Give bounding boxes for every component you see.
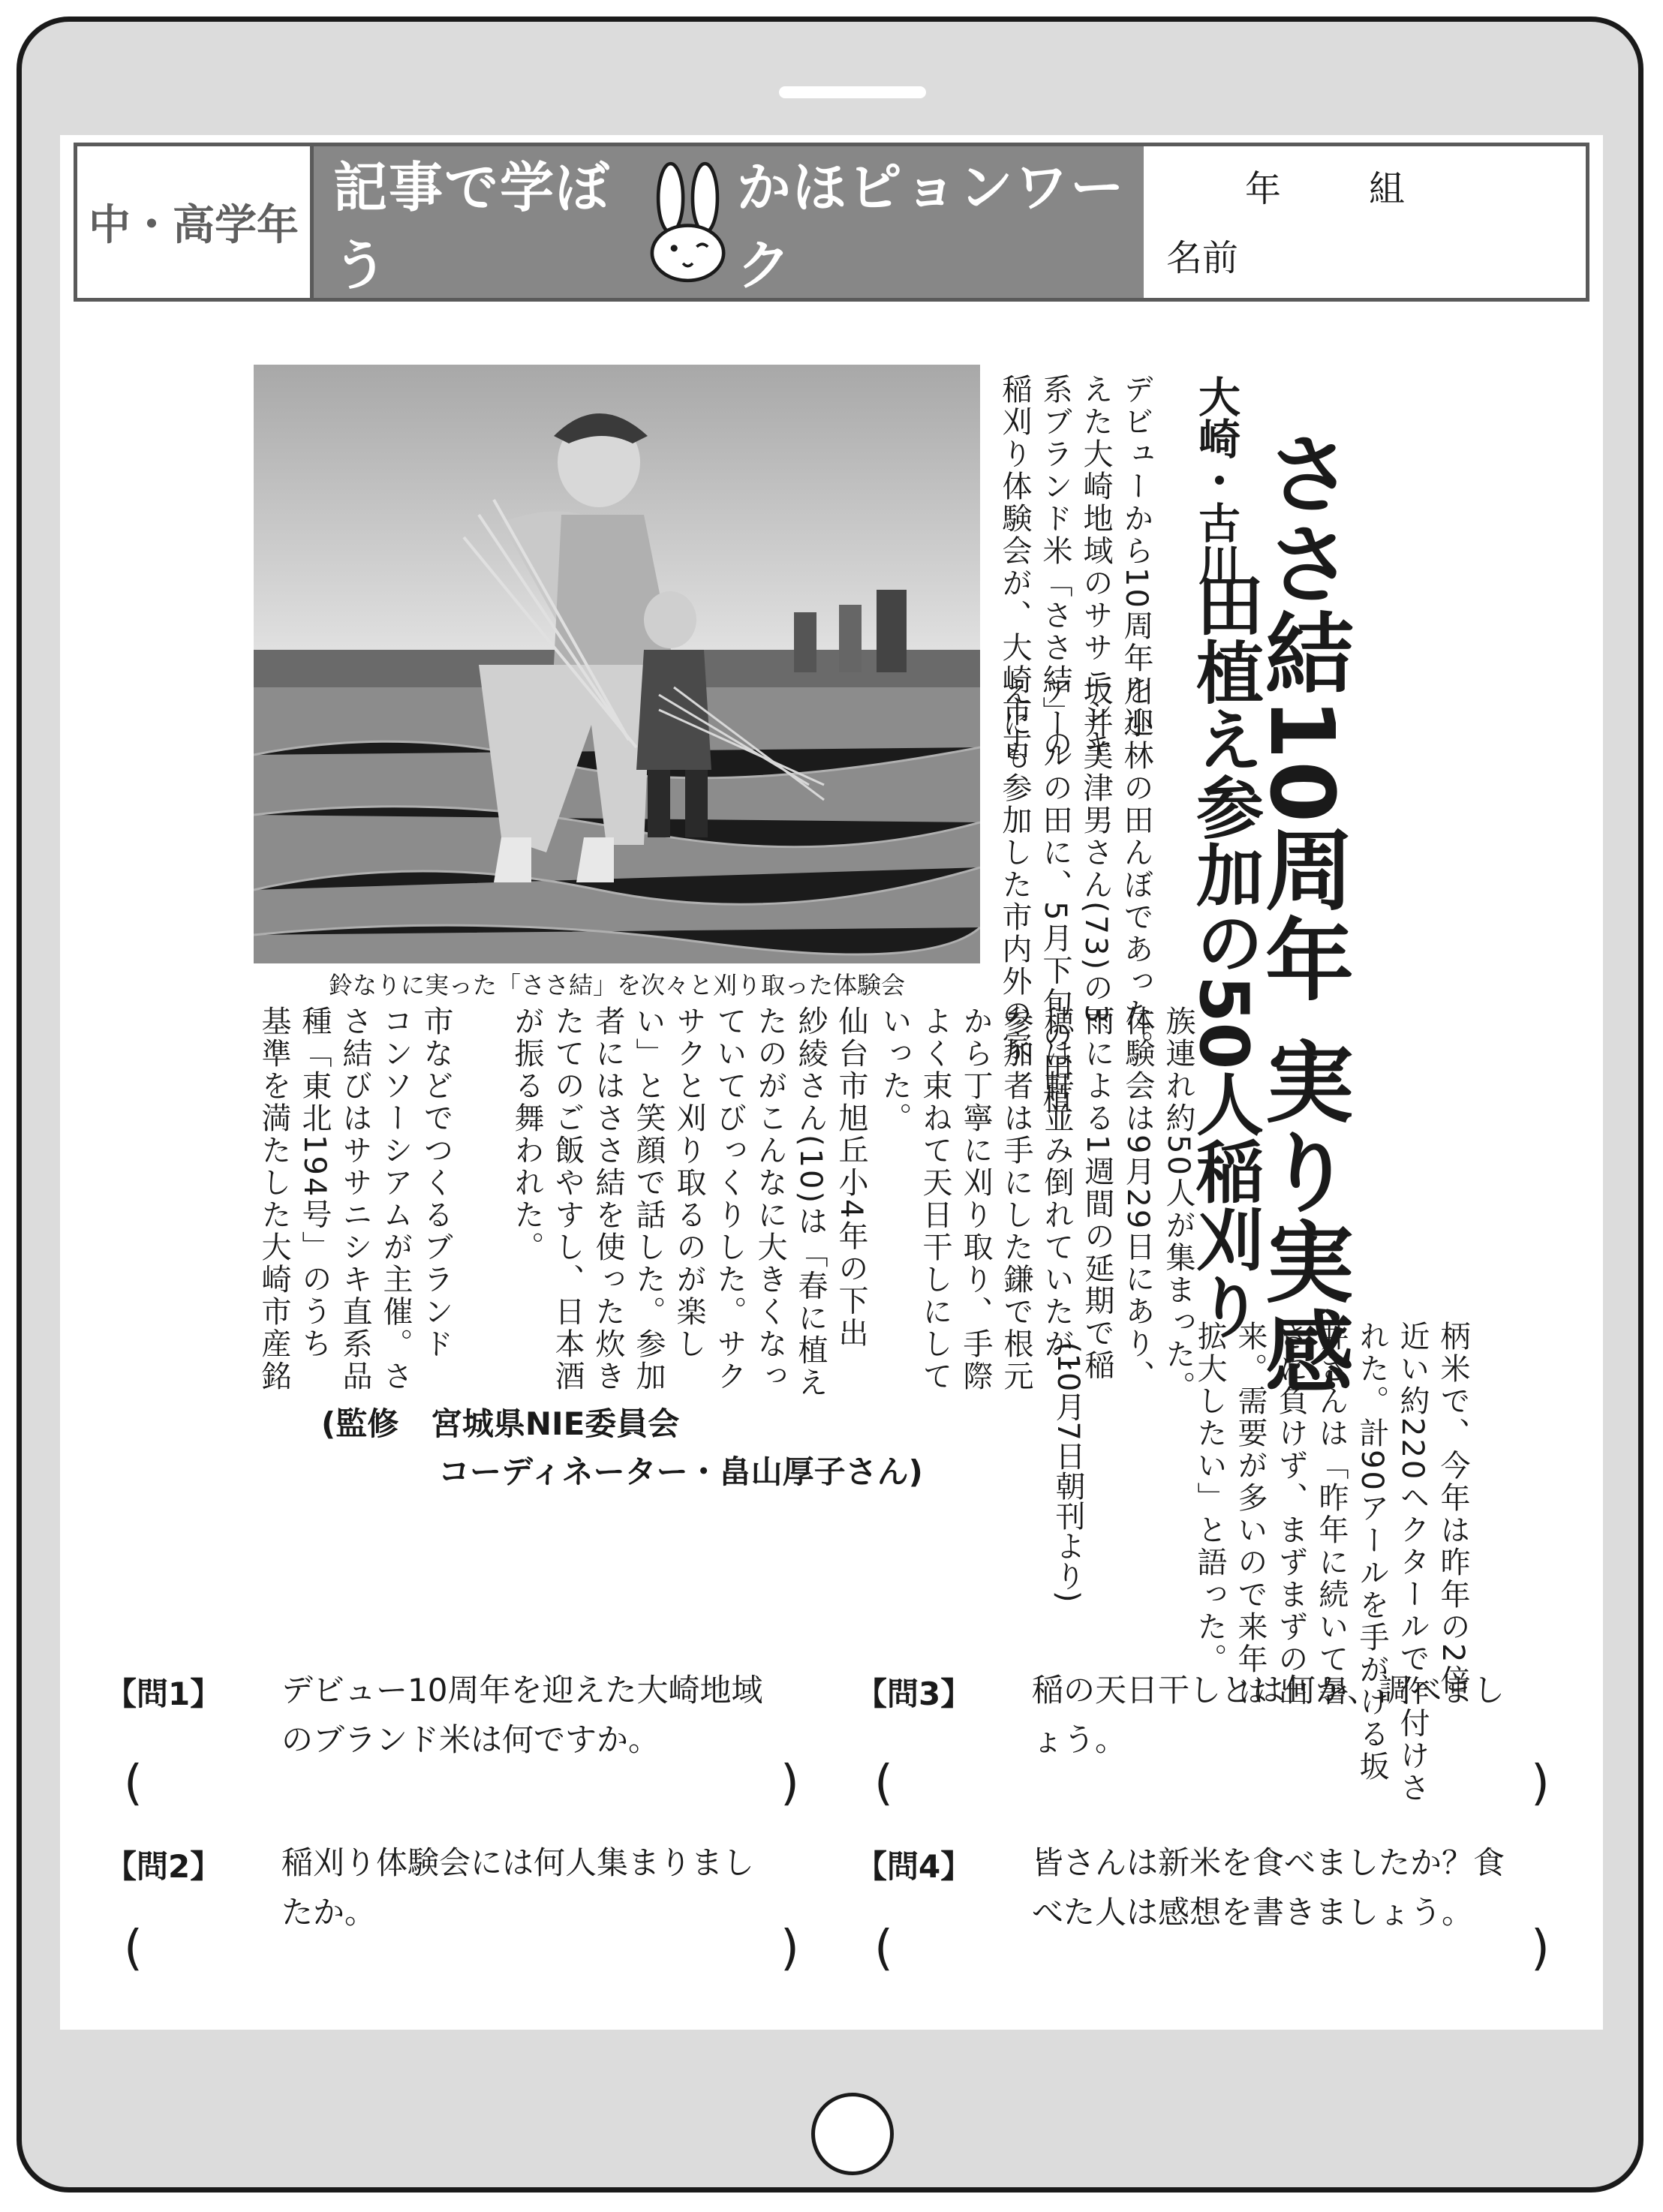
body-line: 系ブランド米「ささ結」の: [1038, 374, 1072, 761]
supervisor-org: 宮城県NIE委員会: [430, 1405, 680, 1442]
question-3-text: [1032, 1666, 1505, 1765]
question-line: 稲刈り体験会には何人集まりまし: [281, 1844, 755, 1881]
body-line: 基準を満たした大崎市産銘: [257, 1005, 291, 1393]
body-line: 井さんは「昨年に続いて暑: [1314, 1321, 1349, 1708]
article-headline: ささ結10周年 実り実感: [1250, 428, 1354, 1397]
question-4-label: 【問4】: [856, 1848, 973, 1885]
body-line: よく束ねて天日干しにして: [918, 1005, 952, 1393]
rice-harvest-photo: [254, 365, 980, 963]
answer-3-open[interactable]: (: [874, 1756, 893, 1811]
body-line: 種「東北194号」のうち: [297, 1005, 332, 1360]
question-2-label: 【問2】: [105, 1848, 222, 1885]
supervisor-label: (監修: [321, 1405, 399, 1442]
title-part-a: 記事で学ぼう: [333, 156, 612, 297]
home-button[interactable]: [811, 2093, 894, 2175]
worksheet-page: [60, 135, 1603, 2030]
question-line: デビュー10周年を迎えた大崎地域: [281, 1672, 763, 1709]
article-body-block-5: [254, 1005, 456, 1393]
body-line: アールの田に、5月下旬の田植: [1038, 675, 1072, 1117]
body-line: 近い約220ヘクタールで作付けさ: [1395, 1321, 1430, 1805]
body-line: れた。計90アールを手がける坂: [1355, 1321, 1389, 1783]
body-line: い」と笑顔で話した。参加: [631, 1005, 666, 1393]
body-line: さに負けず、まずまずの出: [1274, 1321, 1308, 1708]
rabbit-mascot-icon: [643, 155, 732, 290]
supervisor-credit: [321, 1400, 923, 1496]
body-line: 柄米で、今年は昨年の2倍: [1436, 1321, 1470, 1697]
question-line: たか。: [281, 1894, 377, 1931]
photo-caption: 鈴なりに実った「ささ結」を次々と刈り取った体験会: [328, 971, 905, 999]
body-line: えた大崎地域のササニシキ: [1078, 374, 1113, 761]
body-line: 者にはささ結を使った炊き: [591, 1005, 625, 1393]
body-line: 坂井美津男さん(73)の3: [1078, 675, 1113, 1026]
year-label: 年: [1245, 168, 1282, 210]
answer-2-close[interactable]: ): [780, 1921, 799, 1976]
question-1-text: [281, 1666, 762, 1765]
body-line: 族連れ約50人が集まった。: [1161, 1005, 1195, 1403]
answer-4-open[interactable]: (: [874, 1921, 893, 1976]
question-1-label: 【問1】: [105, 1676, 222, 1712]
article-area: 大崎・古川: [1192, 375, 1240, 585]
source-note: (10月7日朝刊より): [1051, 1342, 1085, 1603]
body-line: コンソーシアムが主催。さ: [378, 1005, 413, 1393]
question-line: 稲の天日干しとは何か、調べまし: [1032, 1672, 1505, 1709]
worksheet-title: [314, 146, 1144, 298]
question-line: 皆さんは新米を食べましたか？食: [1032, 1844, 1505, 1881]
body-line: 体験会は9月29日にあり、: [1120, 1005, 1155, 1393]
answer-2-open[interactable]: (: [124, 1921, 143, 1976]
body-line: デビューから10周年を迎: [1119, 374, 1153, 739]
speaker-slot: [779, 86, 926, 98]
answer-1-open[interactable]: (: [124, 1756, 143, 1811]
question-line: ょう。: [1032, 1721, 1127, 1758]
body-line: えにも参加した市内外の家: [997, 675, 1032, 1062]
answer-4-close[interactable]: ): [1531, 1921, 1550, 1976]
body-line: 来。需要が多いので来年は: [1233, 1321, 1268, 1708]
body-line: 紗綾さん(10)は「春に植え: [793, 1005, 828, 1399]
question-3-label: 【問3】: [856, 1676, 973, 1712]
body-line: 仙台市旭丘小4年の下出: [834, 1005, 868, 1350]
body-line: 参加者は手にした鎌で根元: [999, 1005, 1033, 1393]
supervisor-role: コーディネーター・畠山厚子さん): [438, 1453, 923, 1490]
article-subheadline: 田植え参加の50人稲刈り: [1184, 570, 1263, 1340]
title-part-b: かほピョンワーク: [736, 156, 1126, 297]
body-line: たのがこんなに大きくなっ: [753, 1005, 787, 1393]
answer-1-close[interactable]: ): [780, 1756, 799, 1811]
body-line: 稲刈り体験会が、大崎市古: [997, 374, 1032, 761]
body-line: から丁寧に刈り取り、手際: [958, 1005, 993, 1393]
name-area[interactable]: [1144, 146, 1586, 298]
body-line: 雨による1週間の延期で稲: [1080, 1005, 1114, 1382]
question-4-text: [1032, 1838, 1505, 1937]
article-body-block-4: [507, 1005, 871, 1399]
question-line: べた人は感想を書きましょう。: [1032, 1894, 1474, 1931]
body-line: ていてびっくりした。サク: [712, 1005, 747, 1393]
grade-label: 中・高学年: [77, 146, 314, 298]
body-line: 市などでつくるブランド: [419, 1005, 453, 1360]
body-line: いった。: [877, 1005, 912, 1135]
article-body-block-3: [874, 1005, 1198, 1403]
question-line: のブランド米は何ですか。: [281, 1721, 660, 1758]
body-line: 拡大したい」と語った。: [1192, 1321, 1227, 1676]
body-line: さ結びはササニシキ直系品: [338, 1005, 372, 1393]
body-line: 川小林の田んぼであった。: [1119, 675, 1153, 1062]
body-line: が振る舞われた。: [510, 1005, 544, 1264]
body-line: 穂は軒並み倒れていたが、: [1039, 1005, 1074, 1393]
worksheet-header: [74, 143, 1589, 302]
class-label: 組: [1369, 168, 1406, 210]
body-line: たてのご飯やすし、日本酒: [550, 1005, 585, 1393]
answer-3-close[interactable]: ): [1531, 1756, 1550, 1811]
body-line: サクと刈り取るのが楽し: [672, 1005, 706, 1360]
name-label: 名前: [1166, 237, 1239, 279]
question-2-text: [281, 1838, 754, 1937]
